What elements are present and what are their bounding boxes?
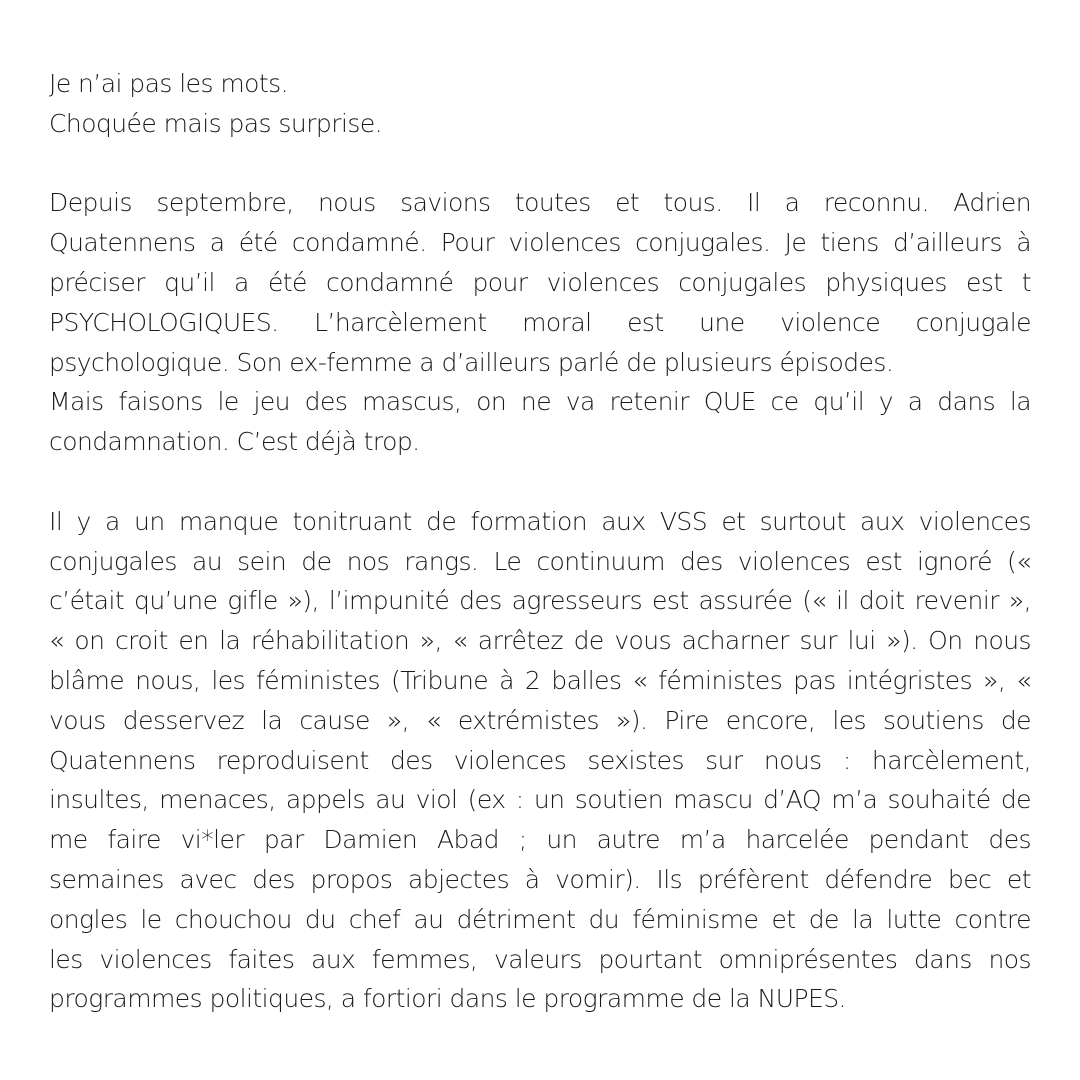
text-line: PSYCHOLOGIQUES. L’harcèlement moral est une violence conjugale <box>49 307 1031 337</box>
text-line: condamnation. C’est déjà trop. <box>49 427 420 457</box>
text-line: les violences faites aux femmes, valeurs pourtant omniprésentes dans nos <box>49 944 1031 974</box>
text-line: insultes, menaces, appels au viol (ex : un soutien mascu d’AQ m’a souhaité de <box>49 785 1031 815</box>
text-line: Choquée mais pas surprise. <box>49 108 383 138</box>
opening <box>49 64 1031 144</box>
paragraph-2 <box>49 382 1031 462</box>
text-line: conjugales au sein de nos rangs. Le continuum des violences est ignoré (« <box>49 546 1031 576</box>
text-line: c’était qu’une gifle »), l’impunité des agresseurs est assurée (« il doit revenir », <box>49 586 1031 616</box>
text-line: Quatennens a été condamné. Pour violences conjugales. Je tiens d’ailleurs à <box>49 228 1031 258</box>
text-line: psychologique. Son ex-femme a d’ailleurs parlé de plusieurs épisodes. <box>49 347 894 377</box>
paragraph-3 <box>49 502 1031 1019</box>
paragraph-gap <box>49 462 1031 502</box>
text-line: vous desservez la cause », « extrémistes »). Pire encore, les soutiens de <box>49 705 1031 735</box>
text-line: Je n’ai pas les mots. <box>49 69 289 98</box>
text-line: « on croit en la réhabilitation », « arrêtez de vous acharner sur lui »). On nous <box>49 626 1031 656</box>
paragraph-gap <box>49 144 1031 184</box>
text-line: préciser qu’il a été condamné pour violences conjugales physiques est t <box>49 267 1031 297</box>
text-line: ongles le chouchou du chef au détriment du féminisme et de la lutte contre <box>49 904 1031 934</box>
text-line: blâme nous, les féministes (Tribune à 2 balles « féministes pas intégristes », « <box>49 665 1031 695</box>
text-line: Il y a un manque tonitruant de formation aux VSS et surtout aux violences <box>49 506 1031 536</box>
text-line: Quatennens reproduisent des violences sexistes sur nous : harcèlement, <box>49 745 1031 775</box>
text-line: programmes politiques, a fortiori dans le programme de la NUPES. <box>49 984 846 1014</box>
text-line: Mais faisons le jeu des mascus, on ne va retenir QUE ce qu’il y a dans la <box>49 387 1031 417</box>
paragraph-1 <box>49 183 1031 382</box>
text-line: me faire vi*ler par Damien Abad ; un autre m’a harcelée pendant des <box>49 825 1031 855</box>
text-line: semaines avec des propos abjectes à vomir). Ils préfèrent défendre bec et <box>49 864 1031 894</box>
text-line: Depuis septembre, nous savions toutes et tous. Il a reconnu. Adrien <box>49 188 1031 218</box>
document-body <box>49 64 1031 1019</box>
